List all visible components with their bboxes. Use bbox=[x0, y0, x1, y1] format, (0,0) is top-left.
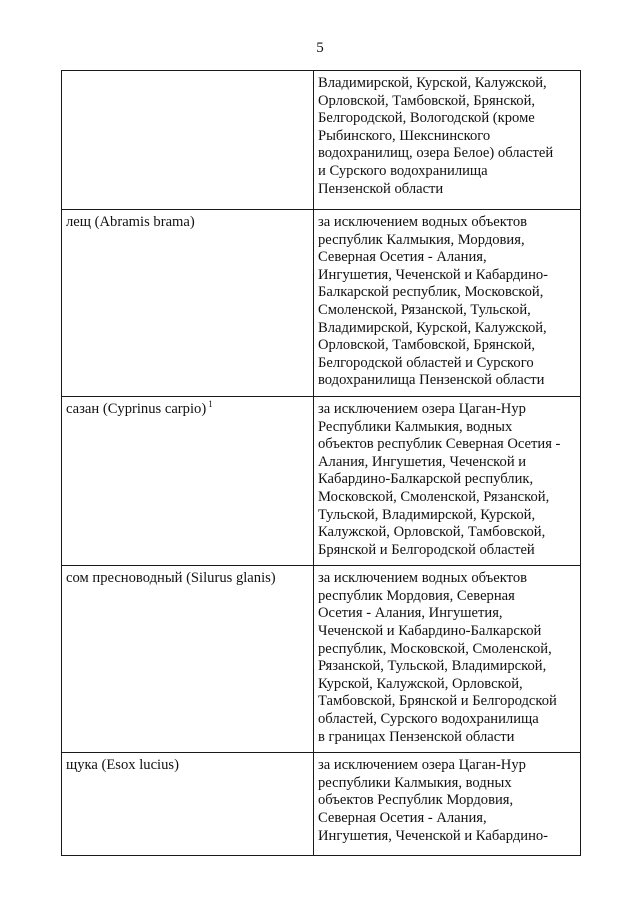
species-cell bbox=[62, 566, 314, 753]
table-row bbox=[62, 210, 581, 397]
area-cell: за исключением озера Цаган-Нур Республики Калмыкия, водных объектов республик Северная Осетия - Алания, Ингушетия, Чеченской и Кабардино-Балкарской республик, Московской, Смоленской, Рязанской, Тульской, Владимирской, Курской, Калужской, Орловской, Тамбовской, Брянской и Белгородской областей bbox=[314, 396, 581, 565]
area-cell: за исключением водных объектов республик Калмыкия, Мордовия, Северная Осетия - Алания, Ингушетия, Чеченской и Кабардино- Балкарской республик, Московской, Смоленской, Рязанской, Тульской, Владимирской, Курской, Калужской, Орловской, Тамбовской, Брянской, Белгородской областей и Сурского водохранилища Пензенской области bbox=[314, 210, 581, 397]
species-name: сом пресноводный (Silurus glanis) bbox=[66, 570, 276, 587]
area-cell: за исключением озера Цаган-Нур республики Калмыкия, водных объектов Республик Мордовия, Северная Осетия - Алания, Ингушетия, Чеченской и Кабардино- bbox=[314, 753, 581, 856]
species-cell bbox=[62, 71, 314, 210]
table-row bbox=[62, 566, 581, 753]
species-cell bbox=[62, 210, 314, 397]
species-name: щука (Esox lucius) bbox=[66, 757, 179, 774]
species-name: сазан (Cyprinus carpio) bbox=[66, 400, 207, 417]
table-row bbox=[62, 753, 581, 856]
species-cell bbox=[62, 396, 314, 565]
table-row bbox=[62, 71, 581, 210]
species-area-table bbox=[61, 70, 581, 856]
area-cell: за исключением водных объектов республик Мордовия, Северная Осетия - Алания, Ингушетия, Чеченской и Кабардино-Балкарской республик, Московской, Смоленской, Рязанской, Тульской, Владимирской, Курской, Калужской, Орловской, Тамбовской, Брянской и Белгородской областей, Сурского водохранилища в границах Пензенской области bbox=[314, 566, 581, 753]
species-name: лещ (Abramis brama) bbox=[66, 214, 195, 230]
footnote-marker: 1 bbox=[208, 399, 213, 410]
page-number: 5 bbox=[316, 40, 324, 56]
species-cell bbox=[62, 753, 314, 856]
area-cell: Владимирской, Курской, Калужской, Орловской, Тамбовской, Брянской, Белгородской, Вологодской (кроме Рыбинского, Шекснинского водохранилищ, озера Белое) областей и Сурского водохранилища Пензенской области bbox=[314, 71, 581, 210]
table-row bbox=[62, 396, 581, 565]
